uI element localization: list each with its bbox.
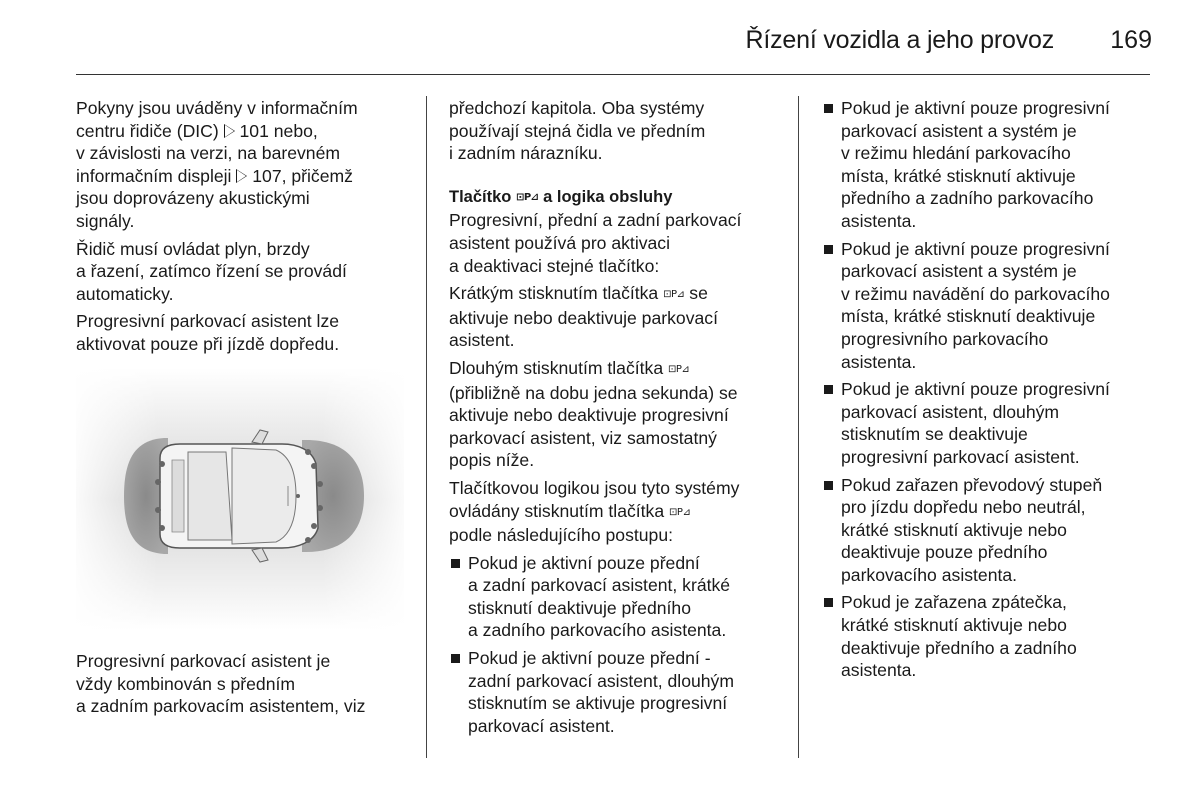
paragraph-button-logic: Tlačítkovou logikou jsou tyto systémy ovládány stisknutím tlačítka ⊡P⊿ podle následujícího postupu: — [449, 477, 740, 546]
arrow-right-icon — [224, 120, 235, 143]
parking-sensor-illustration — [76, 368, 404, 630]
column-1-continued — [76, 650, 416, 723]
bullet-square-icon — [824, 481, 833, 490]
bullet-square-icon — [824, 104, 833, 113]
bullet-square-icon — [451, 559, 460, 568]
car-top-view — [160, 430, 318, 562]
list-item: Pokud je aktivní pouze přední a zadní parkovací asistent, krátké stisknutí deaktivuje předního a zadního parkovacího asistenta. — [449, 552, 789, 642]
page-number: 169 — [1110, 26, 1152, 54]
list-item: Pokud je zařazena zpátečka, krátké stisknutí aktivuje nebo deaktivuje předního a zadního asistenta. — [822, 591, 1162, 681]
bullet-square-icon — [824, 385, 833, 394]
list-item: Pokud je aktivní pouze progresivní parkovací asistent a systém je v režimu navádění do parkovacího místa, krátké stisknutí deaktivuje progresivního parkovacího asistenta. — [822, 238, 1162, 374]
column-1 — [76, 97, 416, 361]
list-item: Pokud je aktivní pouze progresivní parkovací asistent, dlouhým stisknutím se deaktivuje progresivní parkovací asistent. — [822, 378, 1162, 468]
park-assist-button-icon: ⊡P⊿ — [663, 289, 685, 301]
column-3 — [822, 97, 1162, 687]
park-assist-button-icon: ⊡P⊿ — [669, 506, 691, 518]
button-logic-list — [449, 552, 789, 738]
list-item: Pokud je aktivní pouze přední - zadní parkovací asistent, dlouhým stisknutím se aktivuje progresivní parkovací asistent. — [449, 647, 789, 737]
column-divider-2 — [798, 96, 799, 758]
column-divider-1 — [426, 96, 427, 758]
header-divider — [76, 74, 1150, 75]
list-item: Pokud zařazen převodový stupeň pro jízdu dopředu nebo neutrál, krátké stisknutí aktivuje nebo deaktivuje pouze předního parkovacího asistenta. — [822, 474, 1162, 587]
paragraph-long-press: Dlouhým stisknutím tlačítka ⊡P⊿ (přibližně na dobu jedna sekunda) se aktivuje nebo deaktivuje progresivní parkovací asistent, viz samostatný popis níže. — [449, 357, 738, 471]
paragraph-forward-only: Progresivní parkovací asistent lze aktivovat pouze při jízdě dopředu. — [76, 311, 340, 354]
bullet-square-icon — [824, 245, 833, 254]
park-assist-button-icon: ⊡P⊿ — [515, 191, 539, 203]
column-2 — [449, 97, 789, 742]
paragraph-same-button: Progresivní, přední a zadní parkovací asistent používá pro aktivaci a deaktivaci stejné tlačítko: — [449, 210, 742, 276]
paragraph-dic-info: Pokyny jsou uváděny v informačním centru řidiče (DIC) 101 nebo, v závislosti na verzi, na barevném informačním displeji 107, přičemž jsou doprovázeny akustickými signály. — [76, 98, 358, 231]
list-item: Pokud je aktivní pouze progresivní parkovací asistent a systém je v režimu hledání parkovacího místa, krátké stisknutí aktivuje předního a zadního parkovacího asistenta. — [822, 97, 1162, 233]
section-heading-button-logic: Tlačítko ⊡P⊿ a logika obsluhy — [449, 186, 789, 210]
button-logic-list-continued — [822, 97, 1162, 682]
paragraph-shared-sensors: předchozí kapitola. Oba systémy používají stejná čidla ve předním i zadním nárazníku. — [449, 98, 706, 164]
paragraph-combined-assist: Progresivní parkovací asistent je vždy kombinován s předním a zadním parkovacím asistentem, viz — [76, 651, 366, 717]
arrow-right-icon — [236, 165, 247, 188]
bullet-square-icon — [451, 654, 460, 663]
paragraph-driver-controls: Řidič musí ovládat plyn, brzdy a řazení, zatímco řízení se provádí automaticky. — [76, 238, 347, 304]
bullet-square-icon — [824, 598, 833, 607]
page-header-title: Řízení vozidla a jeho provoz — [745, 26, 1054, 54]
paragraph-short-press: Krátkým stisknutím tlačítka ⊡P⊿ se aktivuje nebo deaktivuje parkovací asistent. — [449, 283, 718, 351]
park-assist-button-icon: ⊡P⊿ — [668, 363, 690, 375]
